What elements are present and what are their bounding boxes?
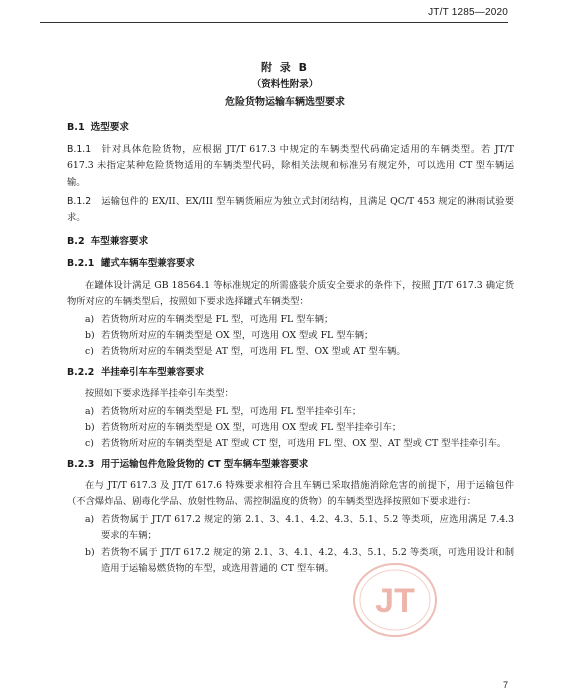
list-item-text: 若货物所对应的车辆类型是 AT 型，可选用 FL 型、OX 型或 AT 型车辆。	[101, 346, 406, 358]
list-b2-1	[67, 312, 514, 361]
list-item-text: 若货物不属于 JT/T 617.2 规定的第 2.1、3、4.1、4.2、4.3、5.1、5.2 等类项，可选用设计和制造用于运输易燃货物的车型，或选用普通的 CT 型车辆。	[101, 546, 514, 574]
clause-b1-2	[67, 194, 514, 226]
list-item	[67, 344, 514, 360]
list-item-text: 若货物所对应的车辆类型是 OX 型，可选用 OX 型或 FL 型半挂牵引车；	[101, 422, 402, 434]
annex-title: 附 录 B	[260, 61, 310, 74]
subsection-title: 罐式车辆车型兼容要求	[101, 258, 195, 270]
list-item	[67, 328, 514, 344]
clause-number: B.1.1	[67, 144, 92, 156]
list-marker: c)	[85, 438, 94, 450]
list-marker: b)	[85, 546, 95, 558]
section-b2-heading	[67, 234, 514, 250]
list-marker: a)	[85, 514, 95, 526]
subsection-number: B.2.2	[67, 366, 95, 378]
jt-watermark-logo	[352, 561, 438, 639]
list-item	[67, 420, 514, 436]
list-marker: a)	[85, 406, 95, 418]
subsection-number: B.2.3	[67, 458, 95, 470]
subsection-title: 半挂牵引车车型兼容要求	[101, 366, 205, 378]
subsection-intro: 按照如下要求选择半挂牵引车类型：	[85, 387, 234, 399]
clause-text: 针对具体危险货物，应根据 JT/T 617.3 中规定的车辆类型代码确定适用的车辆类型。若 JT/T 617.3 未指定某种危险货物适用的车辆类型代码，除相关法规和标准另有规定外，可以选用 CT 型车辆运输。	[67, 144, 514, 188]
clause-number: B.1.2	[67, 195, 92, 207]
header-rule	[40, 22, 508, 23]
clause-text: 运输包件的 EX/II、EX/III 型车辆货厢应为独立式封闭结构，且满足 QC/T 453 规定的淋雨试验要求。	[67, 195, 514, 224]
section-number: B.2	[67, 236, 85, 248]
list-item-text: 若货物所对应的车辆类型是 AT 型或 CT 型，可选用 FL 型、OX 型、AT 型或 CT 型半挂牵引车。	[101, 438, 507, 450]
document-body	[67, 116, 514, 580]
list-marker: c)	[85, 346, 94, 358]
section-title: 车型兼容要求	[90, 236, 149, 248]
list-item	[67, 404, 514, 420]
list-item	[67, 312, 514, 328]
watermark-text: JT	[375, 582, 415, 620]
list-item	[67, 512, 514, 544]
list-item	[67, 436, 514, 452]
subsection-b2-1-heading	[67, 256, 514, 272]
clause-b1-1	[67, 142, 514, 191]
list-b2-2	[67, 404, 514, 453]
subsection-intro: 在罐体设计满足 GB 18564.1 等标准规定的所需盛装介质安全要求的条件下，按照 JT/T 617.3 确定货物所对应的车辆类型后，按照如下要求选择罐式车辆类型：	[67, 279, 514, 307]
list-marker: b)	[85, 422, 95, 434]
section-number: B.1	[67, 122, 85, 133]
section-title: 选型要求	[90, 122, 130, 133]
subsection-intro: 在与 JT/T 617.3 及 JT/T 617.6 特殊要求相符合且车辆已采取措施消除危害的前提下，用于运输包件（不含爆炸品、剧毒化学品、放射性物品、需控制温度的货物）的车辆类型选择按照如下要求进行：	[67, 479, 514, 508]
annex-type: （资料性附录）	[251, 79, 319, 90]
list-item-text: 若货物所对应的车辆类型是 FL 型，可选用 FL 型车辆；	[101, 314, 334, 326]
list-marker: a)	[85, 314, 95, 326]
list-b2-3	[67, 512, 514, 577]
list-item	[67, 545, 514, 577]
subsection-title: 用于运输包件危险货物的 CT 型车辆车型兼容要求	[101, 458, 309, 470]
subsection-b2-3-heading	[67, 457, 514, 473]
header-code: JT/T 1285—2020	[428, 7, 508, 18]
list-item-text: 若货物所对应的车辆类型是 FL 型，可选用 FL 型半挂牵引车；	[101, 406, 362, 418]
subsection-number: B.2.1	[67, 258, 95, 270]
subsection-b2-2-heading	[67, 365, 514, 381]
page-number: 7	[502, 680, 508, 690]
annex-name: 危险货物运输车辆选型要求	[225, 97, 345, 108]
list-item-text: 若货物所对应的车辆类型是 OX 型，可选用 OX 型或 FL 型车辆；	[101, 330, 374, 342]
list-marker: b)	[85, 330, 95, 342]
section-b1-heading	[67, 120, 514, 136]
list-item-text: 若货物属于 JT/T 617.2 规定的第 2.1、3、4.1、4.2、4.3、5.1、5.2 等类项，应选用满足 7.4.3 要求的车辆；	[101, 514, 514, 542]
